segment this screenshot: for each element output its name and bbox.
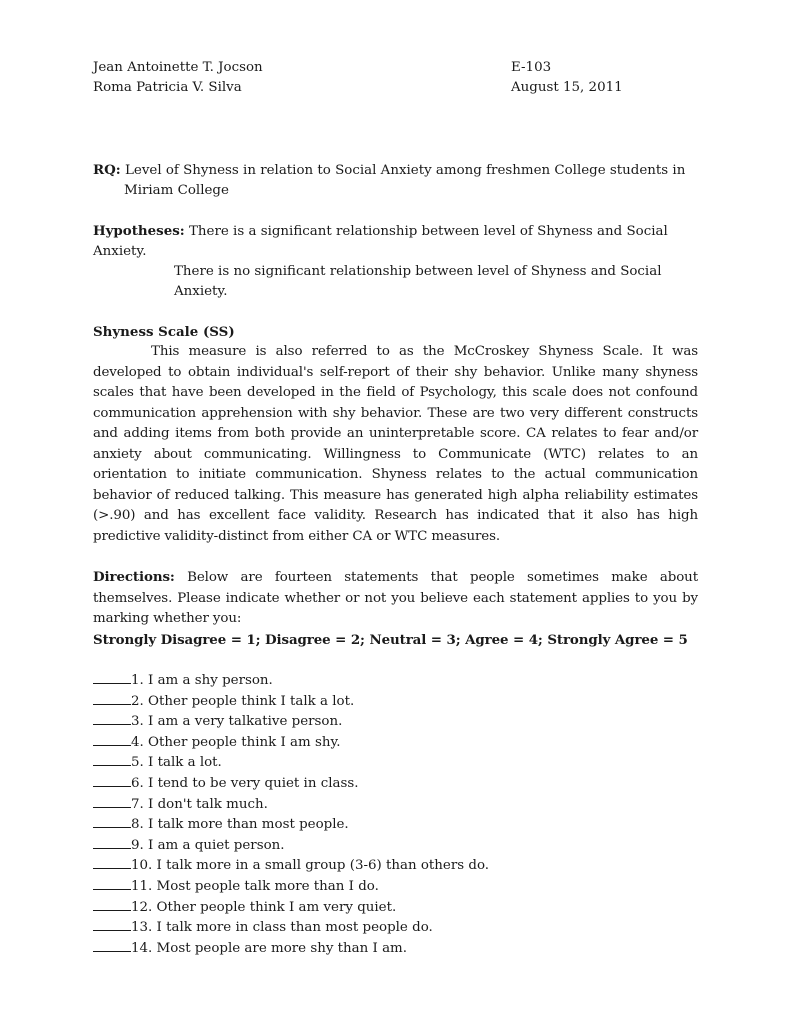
answer-blank[interactable] [93,794,131,808]
answer-blank[interactable] [93,752,131,766]
list-item: 14. Most people are more shy than I am. [93,938,698,959]
answer-blank[interactable] [93,897,131,911]
list-item: 5. I talk a lot. [93,752,698,773]
directions-label: Directions: [93,569,175,585]
list-item: 10. I talk more in a small group (3-6) than others do. [93,855,698,876]
rq-label: RQ: [93,162,121,178]
answer-blank[interactable] [93,814,131,828]
list-item: 12. Other people think I am very quiet. [93,897,698,918]
list-item: 13. I talk more in class than most people do. [93,917,698,938]
rating-scale: Strongly Disagree = 1; Disagree = 2; Neutral = 3; Agree = 4; Strongly Agree = 5 [93,631,688,648]
questionnaire-items [93,670,698,958]
hypothesis-1 [93,221,698,262]
header-row-2 [93,78,698,98]
list-item: 1. I am a shy person. [93,670,698,691]
header-row-1 [93,58,698,78]
hypothesis-2: There is no significant relationship between level of Shyness and Social Anxiety. [174,264,662,299]
hypotheses-label: Hypotheses: [93,223,185,239]
document-date: August 15, 2011 [511,80,623,95]
document-page [93,58,698,958]
answer-blank[interactable] [93,670,131,684]
directions [93,567,698,650]
list-item: 8. I talk more than most people. [93,814,698,835]
answer-blank[interactable] [93,773,131,787]
shyness-scale-body: This measure is also referred to as the McCroskey Shyness Scale. It was developed to obtain individual's self-report of their shy behavior. Unlike many shyness scales that have been developed in the field of Psychology, this scale does not confound communication apprehension with shy behavior. These are two very different constructs and adding items from both provide an uninterpretable score. CA relates to fear and/or anxiety about communicating. Willingness to Communicate (WTC) relates to an orientation to initiate communication. Shyness relates to the actual communication behavior of reduced talking. This measure has generated high alpha reliability estimates (>.90) and has excellent face validity. Research has indicated that it also has high predictive validity-distinct from either CA or WTC measures. [93,344,698,544]
directions-text: Below are fourteen statements that people sometimes make about themselves. Please indicate whether or not you believe each statement applies to you by marking whether you: [93,570,698,626]
answer-blank[interactable] [93,855,131,869]
hypotheses [93,221,698,302]
answer-blank[interactable] [93,835,131,849]
author-name-2: Roma Patricia V. Silva [93,80,242,95]
list-item: 2. Other people think I talk a lot. [93,691,698,712]
answer-blank[interactable] [93,876,131,890]
list-item: 3. I am a very talkative person. [93,711,698,732]
research-question [93,160,694,201]
answer-blank[interactable] [93,711,131,725]
list-item: 7. I don't talk much. [93,794,698,815]
answer-blank[interactable] [93,938,131,952]
hypothesis-1-text: There is a significant relationship between level of Shyness and Social Anxiety. [93,224,668,259]
course-code: E-103 [511,60,552,75]
list-item: 4. Other people think I am shy. [93,732,698,753]
answer-blank[interactable] [93,917,131,931]
answer-blank[interactable] [93,691,131,705]
list-item: 9. I am a quiet person. [93,835,698,856]
answer-blank[interactable] [93,732,131,746]
list-item: 11. Most people talk more than I do. [93,876,698,897]
rq-text: Level of Shyness in relation to Social Anxiety among freshmen College students in Miriam College [124,163,686,198]
author-name-1: Jean Antoinette T. Jocson [93,60,263,75]
list-item: 6. I tend to be very quiet in class. [93,773,698,794]
shyness-scale-title: Shyness Scale (SS) [93,324,235,340]
